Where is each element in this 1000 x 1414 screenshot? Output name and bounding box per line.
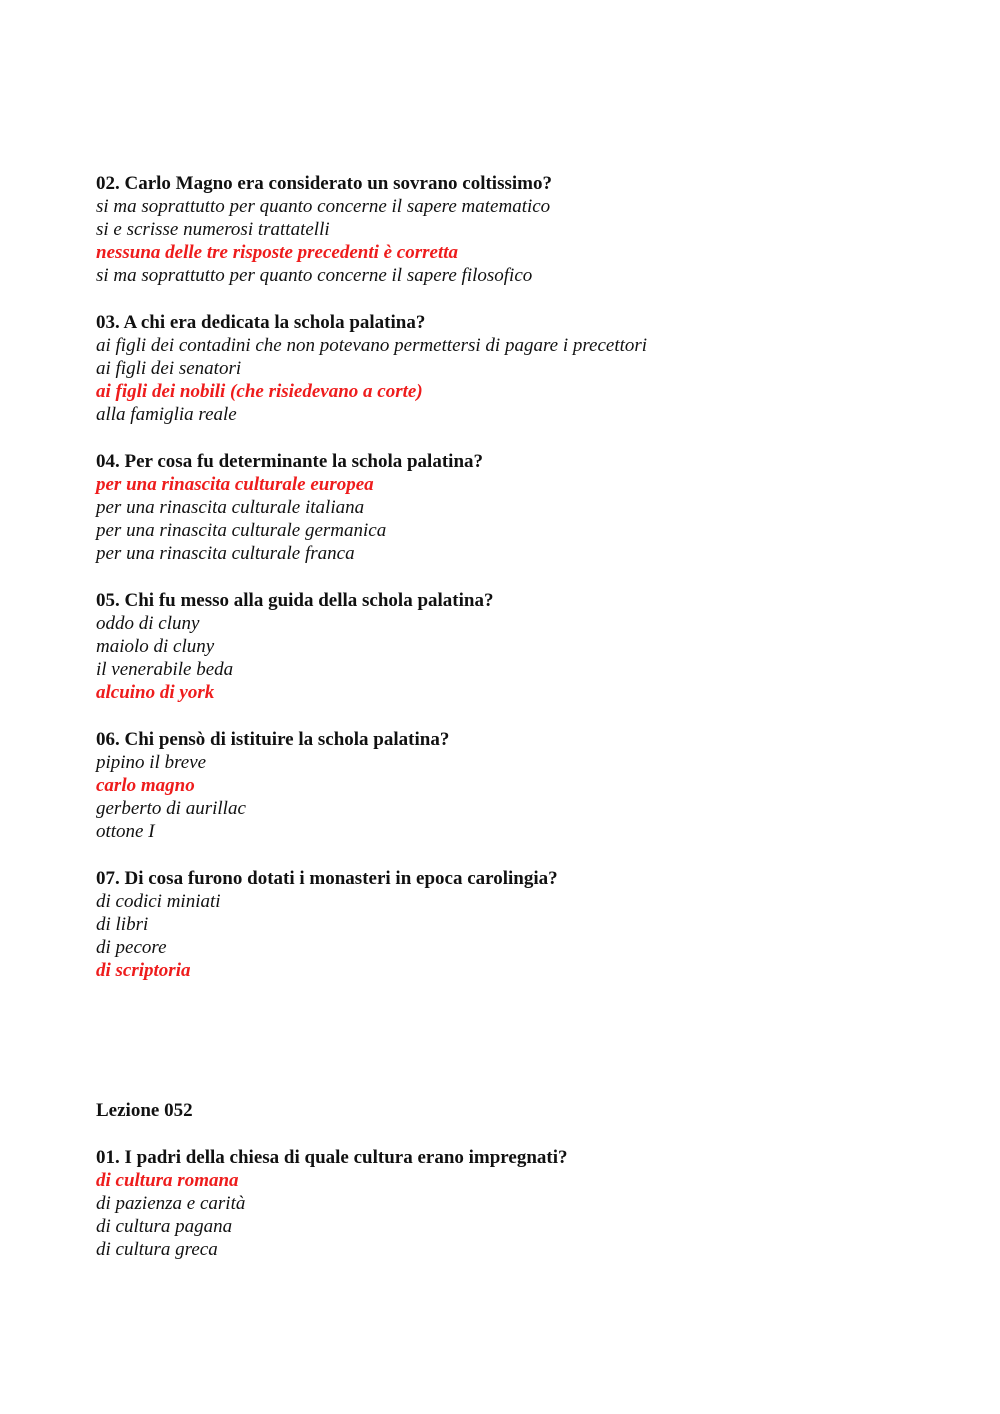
correct-answer-option: carlo magno	[96, 775, 195, 796]
correct-answer-option: alcuino di york	[96, 682, 215, 703]
question-text: 05. Chi fu messo alla guida della schola palatina?	[96, 590, 494, 611]
question-text: 02. Carlo Magno era considerato un sovrano coltissimo?	[96, 173, 552, 194]
question-block	[96, 589, 956, 704]
question-text: 06. Chi pensò di istituire la schola palatina?	[96, 729, 450, 750]
question-block	[96, 728, 956, 843]
answer-option: di codici miniati	[96, 891, 221, 912]
spacer	[96, 843, 956, 867]
answer-option: per una rinascita culturale germanica	[96, 520, 387, 541]
answer-option: gerberto di aurillac	[96, 798, 246, 819]
correct-answer-option: di scriptoria	[96, 960, 191, 981]
question-block	[96, 867, 956, 982]
answer-option: ai figli dei senatori	[96, 358, 242, 379]
question-block	[96, 311, 956, 426]
spacer	[96, 287, 956, 311]
answer-option: pipino il breve	[96, 752, 207, 773]
document-page	[96, 172, 956, 1261]
correct-answer-option: ai figli dei nobili (che risiedevano a corte)	[96, 381, 423, 402]
answer-option: si e scrisse numerosi trattatelli	[96, 219, 330, 240]
answer-option: oddo di cluny	[96, 613, 200, 634]
answer-option: alla famiglia reale	[96, 404, 237, 425]
spacer	[96, 1122, 956, 1146]
answer-option: di cultura pagana	[96, 1216, 233, 1237]
question-text: 01. I padri della chiesa di quale cultura erano impregnati?	[96, 1147, 568, 1168]
answer-option: ai figli dei contadini che non potevano permettersi di pagare i precettori	[96, 335, 648, 356]
section-spacer	[96, 982, 956, 1099]
answer-option: di pazienza e carità	[96, 1193, 246, 1214]
answer-option: di pecore	[96, 937, 167, 958]
spacer	[96, 426, 956, 450]
spacer	[96, 565, 956, 589]
question-list-part2	[96, 1146, 956, 1261]
question-text: 07. Di cosa furono dotati i monasteri in epoca carolingia?	[96, 868, 558, 889]
correct-answer-option: di cultura romana	[96, 1170, 239, 1191]
answer-option: ottone I	[96, 821, 155, 842]
correct-answer-option: per una rinascita culturale europea	[96, 474, 374, 495]
answer-option: il venerabile beda	[96, 659, 234, 680]
lesson-title: Lezione 052	[96, 1100, 193, 1121]
answer-option: si ma soprattutto per quanto concerne il sapere filosofico	[96, 265, 533, 286]
question-block	[96, 172, 956, 287]
answer-option: per una rinascita culturale franca	[96, 543, 355, 564]
answer-option: di cultura greca	[96, 1239, 218, 1260]
answer-option: per una rinascita culturale italiana	[96, 497, 365, 518]
spacer	[96, 704, 956, 728]
question-text: 04. Per cosa fu determinante la schola palatina?	[96, 451, 484, 472]
answer-option: maiolo di cluny	[96, 636, 215, 657]
question-list-part1	[96, 172, 956, 982]
question-text: 03. A chi era dedicata la schola palatina?	[96, 312, 426, 333]
question-block	[96, 1146, 956, 1261]
correct-answer-option: nessuna delle tre risposte precedenti è corretta	[96, 242, 459, 263]
answer-option: di libri	[96, 914, 149, 935]
question-block	[96, 450, 956, 565]
answer-option: si ma soprattutto per quanto concerne il sapere matematico	[96, 196, 551, 217]
